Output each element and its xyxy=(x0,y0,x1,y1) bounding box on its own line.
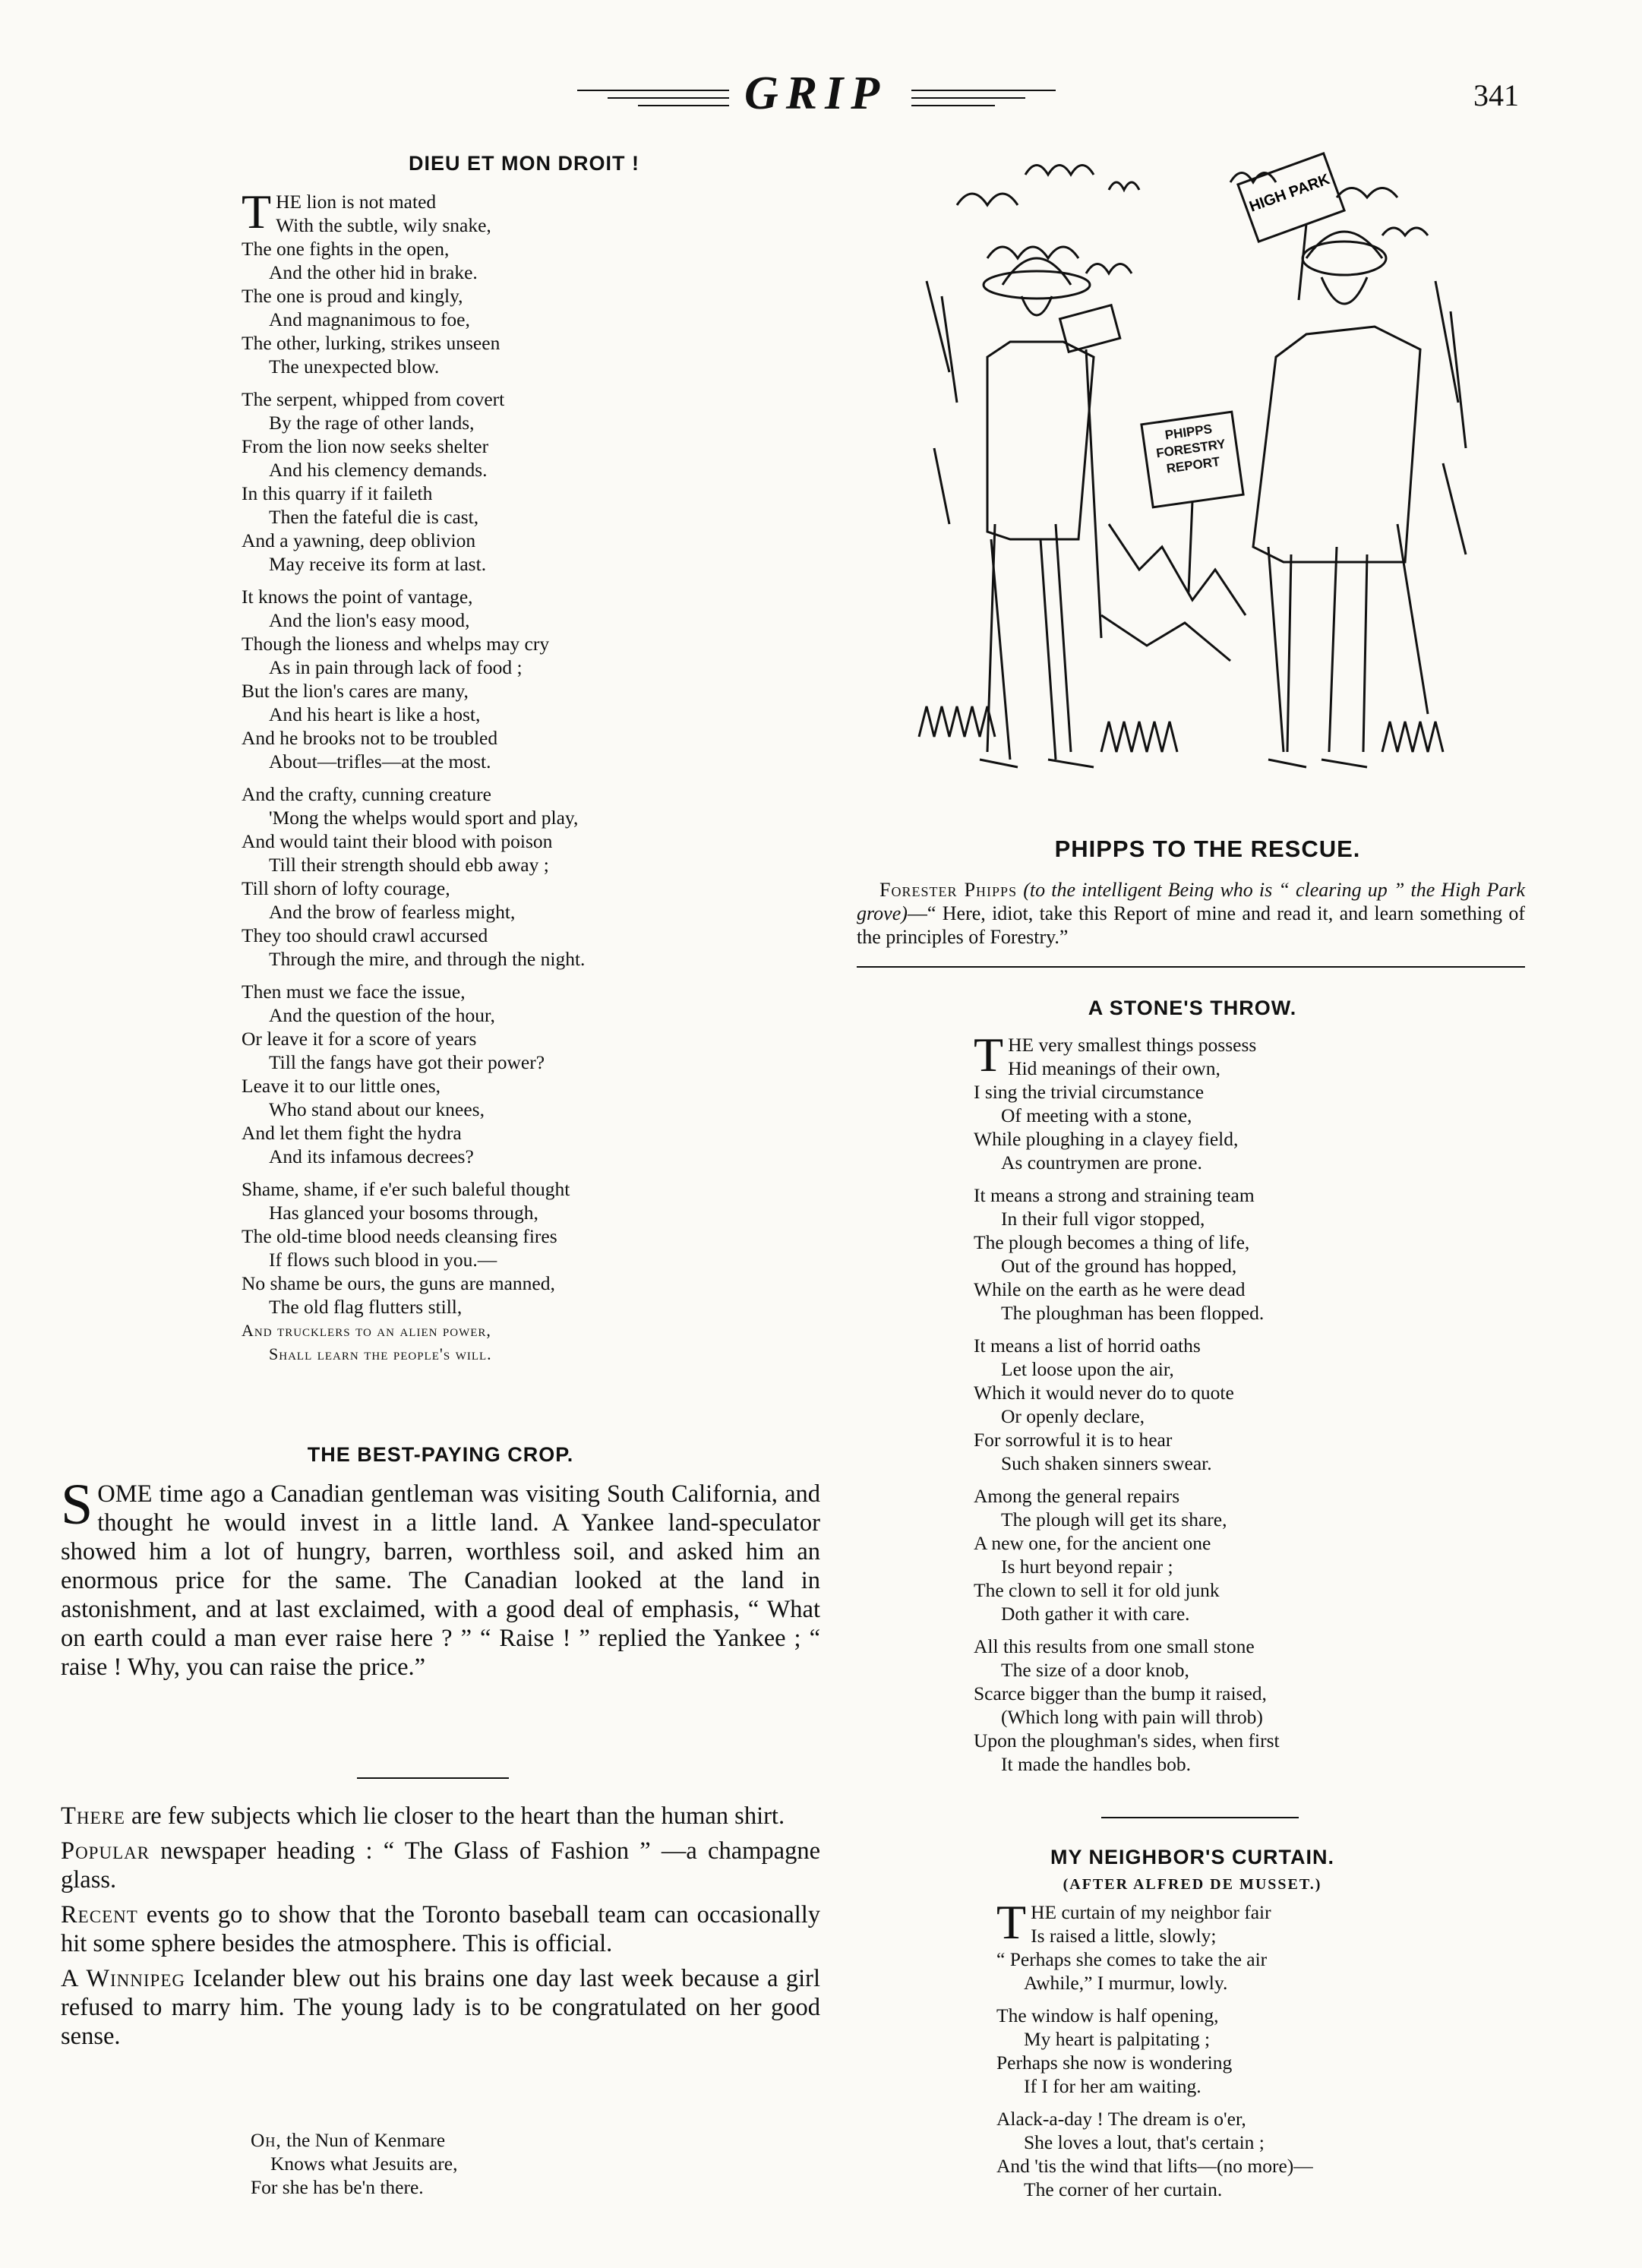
poem-line xyxy=(242,585,819,608)
poem-line xyxy=(974,1254,1505,1278)
poem-line-text: For sorrowful it is to hear xyxy=(974,1429,1173,1451)
poem-line-text: Through the mire, and through the night. xyxy=(269,948,586,970)
poem-line xyxy=(242,853,819,877)
poem-line xyxy=(242,1050,819,1074)
poem-line-text: Upon the ploughman's sides, when first xyxy=(974,1729,1280,1752)
paragraph-text: newspaper heading : “ The Glass of Fashion ” —a champagne glass. xyxy=(61,1837,820,1894)
poem-line-text: The plough will get its share, xyxy=(1001,1508,1227,1530)
poem-line xyxy=(974,1207,1505,1230)
poem-line xyxy=(974,1183,1505,1207)
poem-line-text: The old-time blood needs cleansing fires xyxy=(242,1225,557,1247)
verse-line xyxy=(251,2128,630,2152)
poem-line-text: And would taint their blood with poison xyxy=(242,830,553,852)
poem-dieu-et-mon-droit xyxy=(242,185,819,1375)
poem-line xyxy=(974,1080,1505,1104)
poem-line xyxy=(242,1003,819,1027)
poem-line-text: As in pain through lack of food ; xyxy=(269,656,523,678)
poem-line-text: And the lion's easy mood, xyxy=(269,609,470,631)
poem-line xyxy=(242,505,819,529)
poem-line xyxy=(242,900,819,924)
page-number: 341 xyxy=(1473,78,1519,112)
poem-line xyxy=(996,1947,1513,1971)
article-body: OME time ago a Canadian gentleman was visiting South California, and thought he would invest in a little land. A Yankee land-speculator showed him a lot of hungry, barren, worthless soil, and asked him an enormous price for the same. The Canadian looked at the land in astonishment, and at last exclaimed, with a good deal of emphasis, “ What on earth could a man ever raise here ? ” “ Raise ! ” replied the Yankee ; “ raise ! Why, you can raise the price.” xyxy=(61,1480,820,1681)
poem-line xyxy=(974,1578,1505,1602)
paragraph-lead: Popular xyxy=(61,1837,150,1865)
poem-line-text: No shame be ours, the guns are manned, xyxy=(242,1272,555,1294)
poem-line xyxy=(242,213,819,237)
verse-text: For she has be'n there. xyxy=(251,2176,424,2198)
poem-line-text: And the question of the hour, xyxy=(269,1004,495,1026)
poem-line-text: Shame, shame, if e'er such baleful thought xyxy=(242,1178,570,1200)
poem-line xyxy=(242,782,819,806)
poem-line-text: Such shaken sinners swear. xyxy=(1001,1452,1212,1474)
poem-line-text: And 'tis the wind that lifts—(no more)— xyxy=(996,2155,1313,2177)
poem-line-text: The one fights in the open, xyxy=(242,238,450,260)
poem-line xyxy=(242,703,819,726)
poem-line xyxy=(242,482,819,505)
poem-line-text: Which it would never do to quote xyxy=(974,1382,1234,1404)
poem-line xyxy=(242,237,819,261)
poem-line-text: And he brooks not to be troubled xyxy=(242,727,498,749)
stanza xyxy=(974,1484,1505,1625)
poem-line-text: And trucklers to an alien power, xyxy=(242,1321,491,1340)
caption-lead: Forester Phipps xyxy=(879,879,1018,901)
paragraph-lead: There xyxy=(61,1802,125,1830)
poem-line-text: Is raised a little, slowly; xyxy=(1031,1925,1217,1947)
poem-line-text: Has glanced your bosoms through, xyxy=(269,1202,538,1224)
poem-line xyxy=(242,924,819,947)
stanza xyxy=(242,980,819,1168)
poem-line xyxy=(242,1121,819,1145)
poem-line xyxy=(242,261,819,284)
poem-line xyxy=(974,1301,1505,1325)
paragraph-text: are few subjects which lie closer to the heart than the human shirt. xyxy=(125,1802,785,1830)
poem-line xyxy=(974,1484,1505,1508)
poem-line-text: The corner of her curtain. xyxy=(1024,2178,1223,2200)
poem-line xyxy=(242,1248,819,1271)
curtain-poem-title-text: MY NEIGHBOR'S CURTAIN. xyxy=(1050,1846,1334,1868)
dropcap: T xyxy=(242,185,272,238)
poem-line-text: The unexpected blow. xyxy=(269,355,440,377)
poem-line xyxy=(242,829,819,853)
verse-lead: Oh, xyxy=(251,2129,282,2151)
poem-line xyxy=(974,1602,1505,1625)
cartoon-title-text: PHIPPS TO THE RESCUE. xyxy=(1054,835,1361,862)
poem-line-text: All this results from one small stone xyxy=(974,1635,1255,1657)
poem-line-text: The ploughman has been flopped. xyxy=(1001,1302,1265,1324)
paragraph xyxy=(61,1900,820,1958)
poem-line xyxy=(242,980,819,1003)
sign-high-park-text: HIGH PARK xyxy=(1247,171,1332,216)
masthead xyxy=(0,67,1642,128)
poem-line-text: Out of the ground has hopped, xyxy=(1001,1255,1237,1277)
poem-line xyxy=(974,1334,1505,1357)
poem-line xyxy=(974,1151,1505,1174)
poem-line-text: It means a list of horrid oaths xyxy=(974,1335,1201,1357)
poem-line xyxy=(974,1104,1505,1127)
poem-line xyxy=(242,355,819,378)
poem-line-text: HE lion is not mated xyxy=(276,191,437,213)
poem-line-text: The other, lurking, strikes unseen xyxy=(242,332,500,354)
paragraph-text: events go to show that the Toronto baseball team can occasionally hit some sphere besides the atmosphere. This is official. xyxy=(61,1901,820,1957)
masthead-rule-right xyxy=(911,105,995,106)
poem-line-text: Alack-a-day ! The dream is o'er, xyxy=(996,2108,1246,2130)
poem-line-text: If flows such blood in you.— xyxy=(269,1249,497,1271)
masthead-rule-right xyxy=(911,97,1025,99)
poem-line xyxy=(974,1752,1505,1776)
poem-line-text: As countrymen are prone. xyxy=(1001,1151,1202,1173)
verse-line xyxy=(251,2152,630,2175)
poem-a-stones-throw xyxy=(974,1028,1505,1785)
poem-line-text: The clown to sell it for old junk xyxy=(974,1579,1220,1601)
poem-line xyxy=(974,1357,1505,1381)
poem-line xyxy=(974,1057,1505,1080)
paragraph-lead: Recent xyxy=(61,1901,138,1928)
stanza xyxy=(242,585,819,773)
stanza xyxy=(974,1334,1505,1475)
poem-line xyxy=(242,411,819,434)
poem-line-text: And the crafty, cunning creature xyxy=(242,783,491,805)
poem-line xyxy=(974,1555,1505,1578)
poem-line-text: But the lion's cares are many, xyxy=(242,680,469,702)
poem-line-text: Till the fangs have got their power? xyxy=(269,1051,545,1073)
poem-line-text: Let loose upon the air, xyxy=(1001,1358,1174,1380)
stone-poem-title xyxy=(858,997,1527,1020)
caption-rest: —“ Here, idiot, take this Report of mine and read it, and learn something of the principles of Forestry.” xyxy=(857,902,1525,948)
poem-line xyxy=(974,1531,1505,1555)
poem-line xyxy=(242,877,819,900)
kenmare-verse xyxy=(251,2128,630,2199)
poem-line xyxy=(242,655,819,679)
stanza xyxy=(996,2107,1513,2201)
poem-line-text: And a yawning, deep oblivion xyxy=(242,529,476,551)
stone-poem-title-text: A STONE'S THROW. xyxy=(1088,997,1297,1019)
poem-line-text: They too should crawl accursed xyxy=(242,924,488,946)
poem-line xyxy=(242,1295,819,1319)
poem-line-text: And his heart is like a host, xyxy=(269,703,481,725)
stanza xyxy=(974,1635,1505,1776)
poem-line-text: Among the general repairs xyxy=(974,1485,1180,1507)
poem-line-text: From the lion now seeks shelter xyxy=(242,435,489,457)
poem-line xyxy=(996,2131,1513,2154)
poem-line-text: Till their strength should ebb away ; xyxy=(269,854,549,876)
poem-line-text: HE very smallest things possess xyxy=(1008,1034,1257,1056)
poem-line xyxy=(242,308,819,331)
poem-line-text: It means a strong and straining team xyxy=(974,1184,1255,1206)
poem-line-text: Then the fateful die is cast, xyxy=(269,506,479,528)
poem-line-text: A new one, for the ancient one xyxy=(974,1532,1211,1554)
cartoon-illustration xyxy=(911,144,1496,813)
poem-line-text: Of meeting with a stone, xyxy=(1001,1104,1192,1126)
poem-line-text: She loves a lout, that's certain ; xyxy=(1024,2131,1265,2153)
poem-line xyxy=(242,679,819,703)
stanza xyxy=(974,1028,1505,1174)
poem-line xyxy=(242,1201,819,1224)
article-title-text: THE BEST-PAYING CROP. xyxy=(307,1443,574,1466)
poem-line xyxy=(242,726,819,750)
poem-line-text: The serpent, whipped from covert xyxy=(242,388,505,410)
stanza xyxy=(996,1895,1513,1995)
poem-line xyxy=(974,1404,1505,1428)
poem-line xyxy=(996,2154,1513,2178)
poem-line xyxy=(242,331,819,355)
poem-line-text: Perhaps she now is wondering xyxy=(996,2052,1233,2074)
poem-line-text: While ploughing in a clayey field, xyxy=(974,1128,1239,1150)
poem-line xyxy=(996,2074,1513,2098)
poem-line-text: HE curtain of my neighbor fair xyxy=(1031,1901,1271,1923)
poem-line xyxy=(974,1127,1505,1151)
poem-title-text: DIEU ET MON DROIT ! xyxy=(409,152,639,175)
poem-line-text: If I for her am waiting. xyxy=(1024,2075,1202,2097)
stanza xyxy=(974,1183,1505,1325)
poem-line xyxy=(996,2178,1513,2201)
poem-line-text: “ Perhaps she comes to take the air xyxy=(996,1948,1268,1970)
poem-line xyxy=(996,1971,1513,1995)
poem-line xyxy=(996,2107,1513,2131)
poem-line xyxy=(974,1230,1505,1254)
divider xyxy=(857,966,1525,968)
poem-line xyxy=(974,1658,1505,1682)
poem-line xyxy=(996,2051,1513,2074)
poem-line-text: It made the handles bob. xyxy=(1001,1753,1191,1775)
poem-line xyxy=(974,1428,1505,1451)
poem-my-neighbors-curtain xyxy=(996,1895,1513,2210)
poem-line xyxy=(242,806,819,829)
article-title xyxy=(61,1443,820,1467)
poem-line-text: My heart is palpitating ; xyxy=(1024,2028,1211,2050)
poem-line xyxy=(242,1319,819,1342)
cartoon-drawing xyxy=(911,144,1496,813)
cartoon-caption xyxy=(857,878,1525,949)
stanza xyxy=(242,782,819,971)
masthead-rule-left xyxy=(638,105,729,106)
poem-line-text: The one is proud and kingly, xyxy=(242,285,463,307)
poem-line-text: (Which long with pain will throb) xyxy=(1001,1706,1263,1728)
poem-line xyxy=(242,750,819,773)
poem-line-text: Awhile,” I murmur, lowly. xyxy=(1024,1972,1228,1994)
masthead-rule-right xyxy=(911,90,1056,91)
verse-text: Knows what Jesuits are, xyxy=(270,2153,458,2175)
masthead-rule-left xyxy=(577,90,729,91)
poem-line xyxy=(242,1342,819,1366)
poem-line-text: Then must we face the issue, xyxy=(242,981,466,1003)
poem-line xyxy=(974,1278,1505,1301)
poem-line xyxy=(242,1098,819,1121)
poem-line-text: And the brow of fearless might, xyxy=(269,901,516,923)
poem-line-text: Or openly declare, xyxy=(1001,1405,1145,1427)
curtain-poem-title xyxy=(858,1846,1527,1869)
poem-line-text: About—trifles—at the most. xyxy=(269,750,491,772)
curtain-poem-subtitle: (AFTER ALFRED DE MUSSET.) xyxy=(1063,1876,1322,1893)
poem-line xyxy=(242,608,819,632)
poem-line xyxy=(974,1682,1505,1705)
paragraph-text: Icelander blew out his brains one day last week because a girl refused to marry him. The young lady is to be congratulated on her good sense. xyxy=(61,1965,820,2050)
stanza xyxy=(242,1177,819,1366)
verse-text: the Nun of Kenmare xyxy=(281,2129,446,2151)
poem-line-text: And its infamous decrees? xyxy=(269,1145,474,1167)
article-best-paying-crop xyxy=(61,1473,820,1682)
poem-line-text: Hid meanings of their own, xyxy=(1008,1057,1220,1079)
poem-line-text: With the subtle, wily snake, xyxy=(276,214,491,236)
poem-line xyxy=(242,632,819,655)
poem-line-text: The plough becomes a thing of life, xyxy=(974,1231,1250,1253)
paragraph-lead: A Winnipeg xyxy=(61,1965,186,1992)
paragraph xyxy=(61,1802,820,1831)
poem-line-text: By the rage of other lands, xyxy=(269,412,475,434)
verse-line xyxy=(251,2175,630,2199)
poem-line-text: And the other hid in brake. xyxy=(269,261,478,283)
sign-report-text: PHIPPS FORESTRY REPORT xyxy=(1155,422,1227,476)
poem-line xyxy=(242,434,819,458)
divider xyxy=(357,1777,509,1779)
poem-line xyxy=(242,1027,819,1050)
poem-line xyxy=(242,1224,819,1248)
poem-line xyxy=(242,552,819,576)
poem-line-text: And his clemency demands. xyxy=(269,459,488,481)
poem-line xyxy=(974,1705,1505,1729)
poem-line-text: The window is half opening, xyxy=(996,2004,1219,2026)
poem-line xyxy=(242,1177,819,1201)
caption-italic: (to the intelligent Being who is “ clearing up ” the High Park grove) xyxy=(857,879,1526,924)
poem-line-text: In their full vigor stopped, xyxy=(1001,1208,1205,1230)
cartoon-title xyxy=(873,835,1542,863)
poem-line-text: Or leave it for a score of years xyxy=(242,1028,477,1050)
dropcap: T xyxy=(996,1895,1027,1949)
poem-line xyxy=(996,1924,1513,1947)
poem-line xyxy=(996,2027,1513,2051)
poem-line xyxy=(974,1508,1505,1531)
poem-line-text: While on the earth as he were dead xyxy=(974,1278,1246,1300)
poem-line-text: The old flag flutters still, xyxy=(269,1296,463,1318)
poem-line-text: Who stand about our knees, xyxy=(269,1098,485,1120)
poem-line-text: Scarce bigger than the bump it raised, xyxy=(974,1682,1267,1704)
poem-line xyxy=(242,284,819,308)
poem-line-text: I sing the trivial circumstance xyxy=(974,1081,1205,1103)
poem-line-text: In this quarry if it faileth xyxy=(242,482,433,504)
poem-line xyxy=(242,947,819,971)
stanza xyxy=(242,185,819,378)
poem-line-text: 'Mong the whelps would sport and play, xyxy=(269,807,579,829)
masthead-title: GRIP xyxy=(744,68,888,119)
paragraph xyxy=(61,1837,820,1894)
poem-line-text: Though the lioness and whelps may cry xyxy=(242,633,550,655)
poem-line-text: Doth gather it with care. xyxy=(1001,1603,1190,1625)
poem-line-text: Shall learn the people's will. xyxy=(269,1344,492,1363)
poem-line-text: It knows the point of vantage, xyxy=(242,586,473,608)
paragraph xyxy=(61,1964,820,2051)
dropcap: S xyxy=(61,1473,93,1537)
poem-line-text: Leave it to our little ones, xyxy=(242,1075,441,1097)
stanza xyxy=(996,2004,1513,2098)
poem-line xyxy=(242,1145,819,1168)
poem-line xyxy=(974,1381,1505,1404)
poem-line xyxy=(242,1074,819,1098)
poem-line-text: And magnanimous to foe, xyxy=(269,308,470,330)
poem-line-text: Is hurt beyond repair ; xyxy=(1001,1556,1173,1578)
poem-line xyxy=(996,2004,1513,2027)
poem-title xyxy=(235,152,813,175)
dropcap: T xyxy=(974,1028,1004,1082)
poem-line-text: Till shorn of lofty courage, xyxy=(242,877,450,899)
short-paragraphs xyxy=(61,1802,820,2057)
poem-line-text: The size of a door knob, xyxy=(1001,1659,1189,1681)
divider xyxy=(1101,1817,1299,1818)
poem-line-text: And let them fight the hydra xyxy=(242,1122,462,1144)
poem-line xyxy=(242,458,819,482)
masthead-rule-left xyxy=(608,97,729,99)
poem-line xyxy=(974,1451,1505,1475)
poem-line xyxy=(974,1729,1505,1752)
poem-line xyxy=(242,529,819,552)
poem-line-text: May receive its form at last. xyxy=(269,553,487,575)
stanza xyxy=(242,387,819,576)
poem-line xyxy=(242,387,819,411)
poem-line xyxy=(974,1635,1505,1658)
poem-line xyxy=(242,1271,819,1295)
